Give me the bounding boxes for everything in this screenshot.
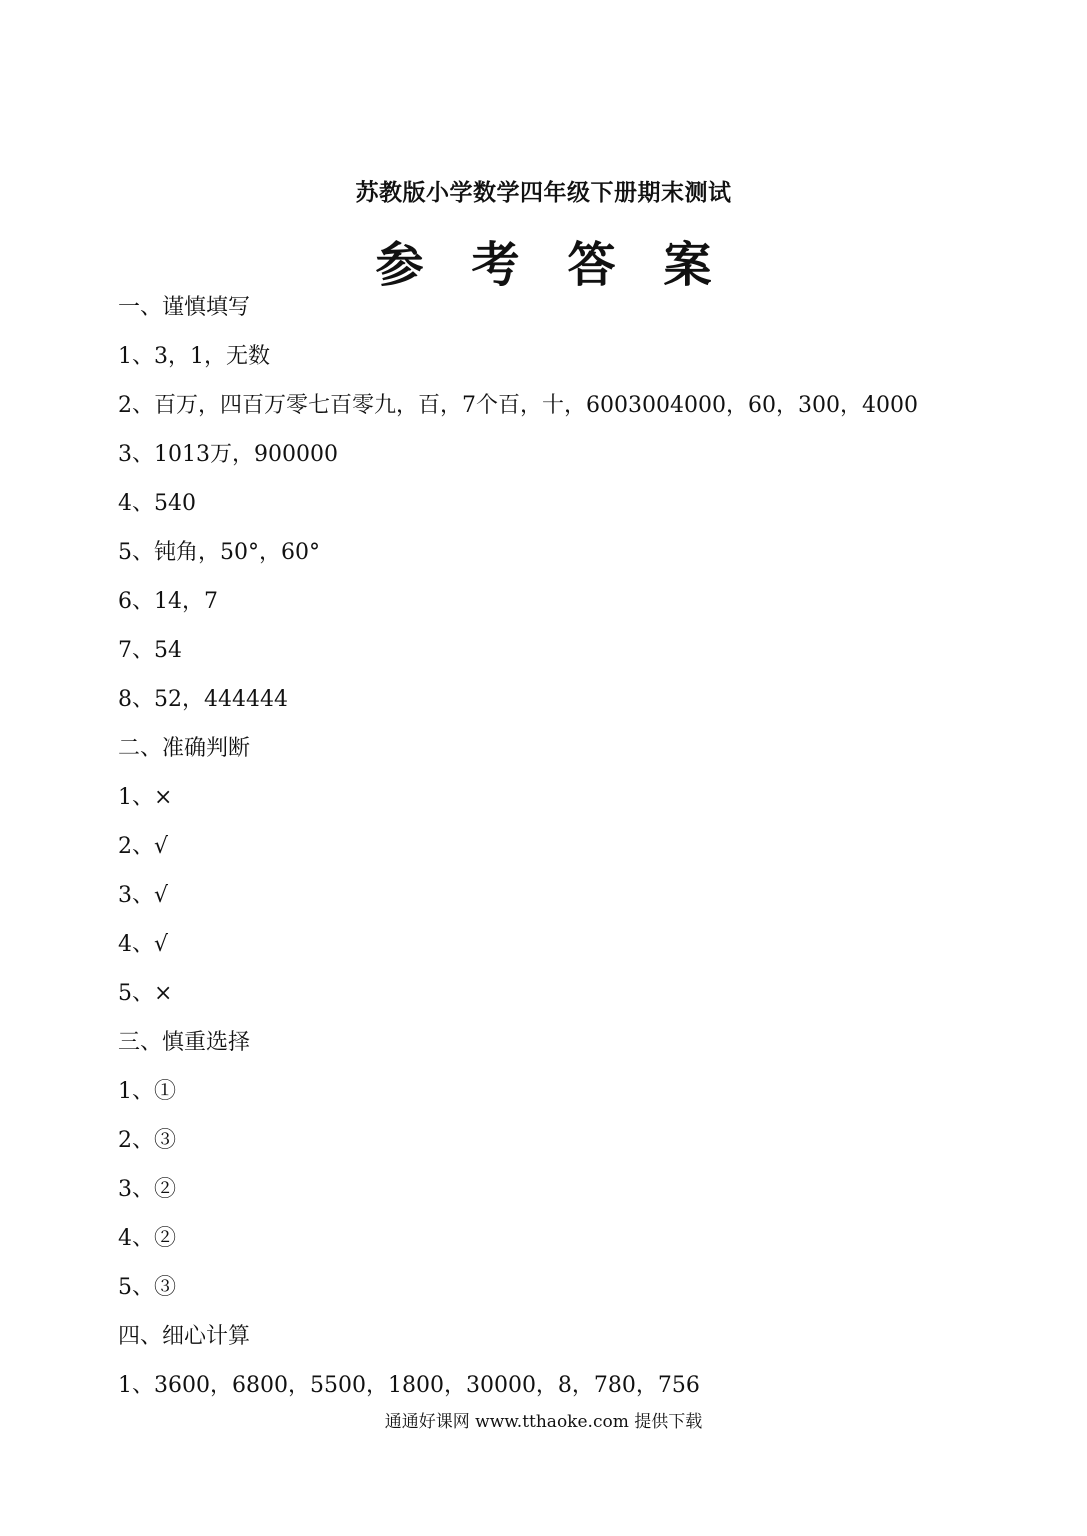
answer-line: 5、× [118,981,173,1006]
section-heading-fill-in: 一、谨慎填写 [118,295,251,320]
title-char: 答 [567,237,616,293]
answer-line: 3、1013万，900000 [118,442,338,467]
answer-line: 7、54 [118,638,182,663]
answer-line: 4、√ [118,932,169,957]
answer-line: 1、3，1，无数 [118,344,270,369]
section-heading-choice: 三、慎重选择 [118,1030,251,1055]
answer-line: 1、× [118,785,173,810]
answer-line: 1、3600，6800，5500，1800，30000，8，780，756 [118,1373,700,1398]
answer-line: 2、√ [118,834,169,859]
answer-list [118,283,1058,1410]
answer-line: 2、③ [118,1128,176,1153]
answer-line: 2、百万，四百万零七百零九，百，7个百，十，6003004000，60，300，4000 [118,393,918,418]
title-char: 参 [375,237,424,293]
section-heading-judgement: 二、准确判断 [118,736,251,761]
answer-line: 4、540 [118,491,196,516]
page-footer: 通通好课网 www.tthaoke.com 提供下载 [384,1412,703,1432]
title-char: 案 [663,237,712,293]
answer-line: 6、14，7 [118,589,218,614]
answer-line: 8、52，444444 [118,687,288,712]
answer-line: 4、② [118,1226,176,1251]
answer-line: 3、√ [118,883,169,908]
answer-line: 3、② [118,1177,176,1202]
answer-line: 5、钝角，50°，60° [118,540,320,565]
answer-line: 1、① [118,1079,176,1104]
section-heading-calculation: 四、细心计算 [118,1324,251,1349]
document-subtitle: 苏教版小学数学四年级下册期末测试 [355,180,732,206]
title-char: 考 [471,237,520,293]
answer-line: 5、③ [118,1275,176,1300]
